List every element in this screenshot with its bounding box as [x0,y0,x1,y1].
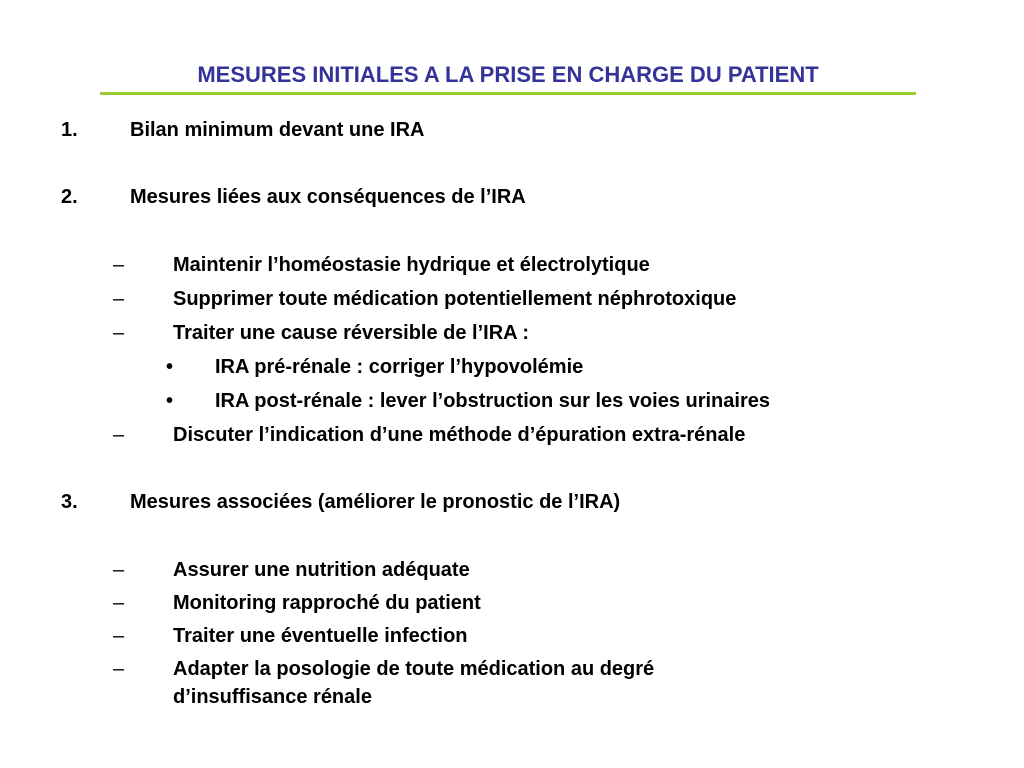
list-item-text: Supprimer toute médication potentiellement néphrotoxique [173,288,737,310]
list-item-text: d’insuffisance rénale [173,686,372,708]
dash-marker: – [113,658,125,680]
dash-marker: – [113,424,125,446]
list-item-text: Adapter la posologie de toute médication au degré [173,658,655,680]
dash-marker: – [113,254,125,276]
bullet-marker: • [166,390,174,412]
bullet-marker: • [166,356,174,378]
section-heading: Mesures liées aux conséquences de l’IRA [130,186,526,208]
sub-list-item-text: IRA pré-rénale : corriger l’hypovolémie [215,356,584,378]
dash-marker: – [113,559,125,581]
list-item-text: Maintenir l’homéostasie hydrique et électrolytique [173,254,650,276]
dash-marker: – [113,592,125,614]
section-number: 1. [61,119,78,141]
list-item-text: Assurer une nutrition adéquate [173,559,470,581]
dash-marker: – [113,322,125,344]
page-title: MESURES INITIALES A LA PRISE EN CHARGE DU PATIENT [197,62,819,87]
list-item-text: Monitoring rapproché du patient [173,592,481,614]
section-number: 2. [61,186,78,208]
section-heading: Mesures associées (améliorer le pronostic de l’IRA) [130,491,621,513]
list-item-text: Traiter une cause réversible de l’IRA : [173,322,530,344]
list-item-text: Discuter l’indication d’une méthode d’épuration extra-rénale [173,424,746,446]
section-number: 3. [61,491,78,513]
dash-marker: – [113,288,125,310]
sub-list-item-text: IRA post-rénale : lever l’obstruction sur les voies urinaires [215,390,770,412]
section-heading: Bilan minimum devant une IRA [130,119,425,141]
dash-marker: – [113,625,125,647]
list-item-text: Traiter une éventuelle infection [173,625,468,647]
title-underline [100,92,916,95]
